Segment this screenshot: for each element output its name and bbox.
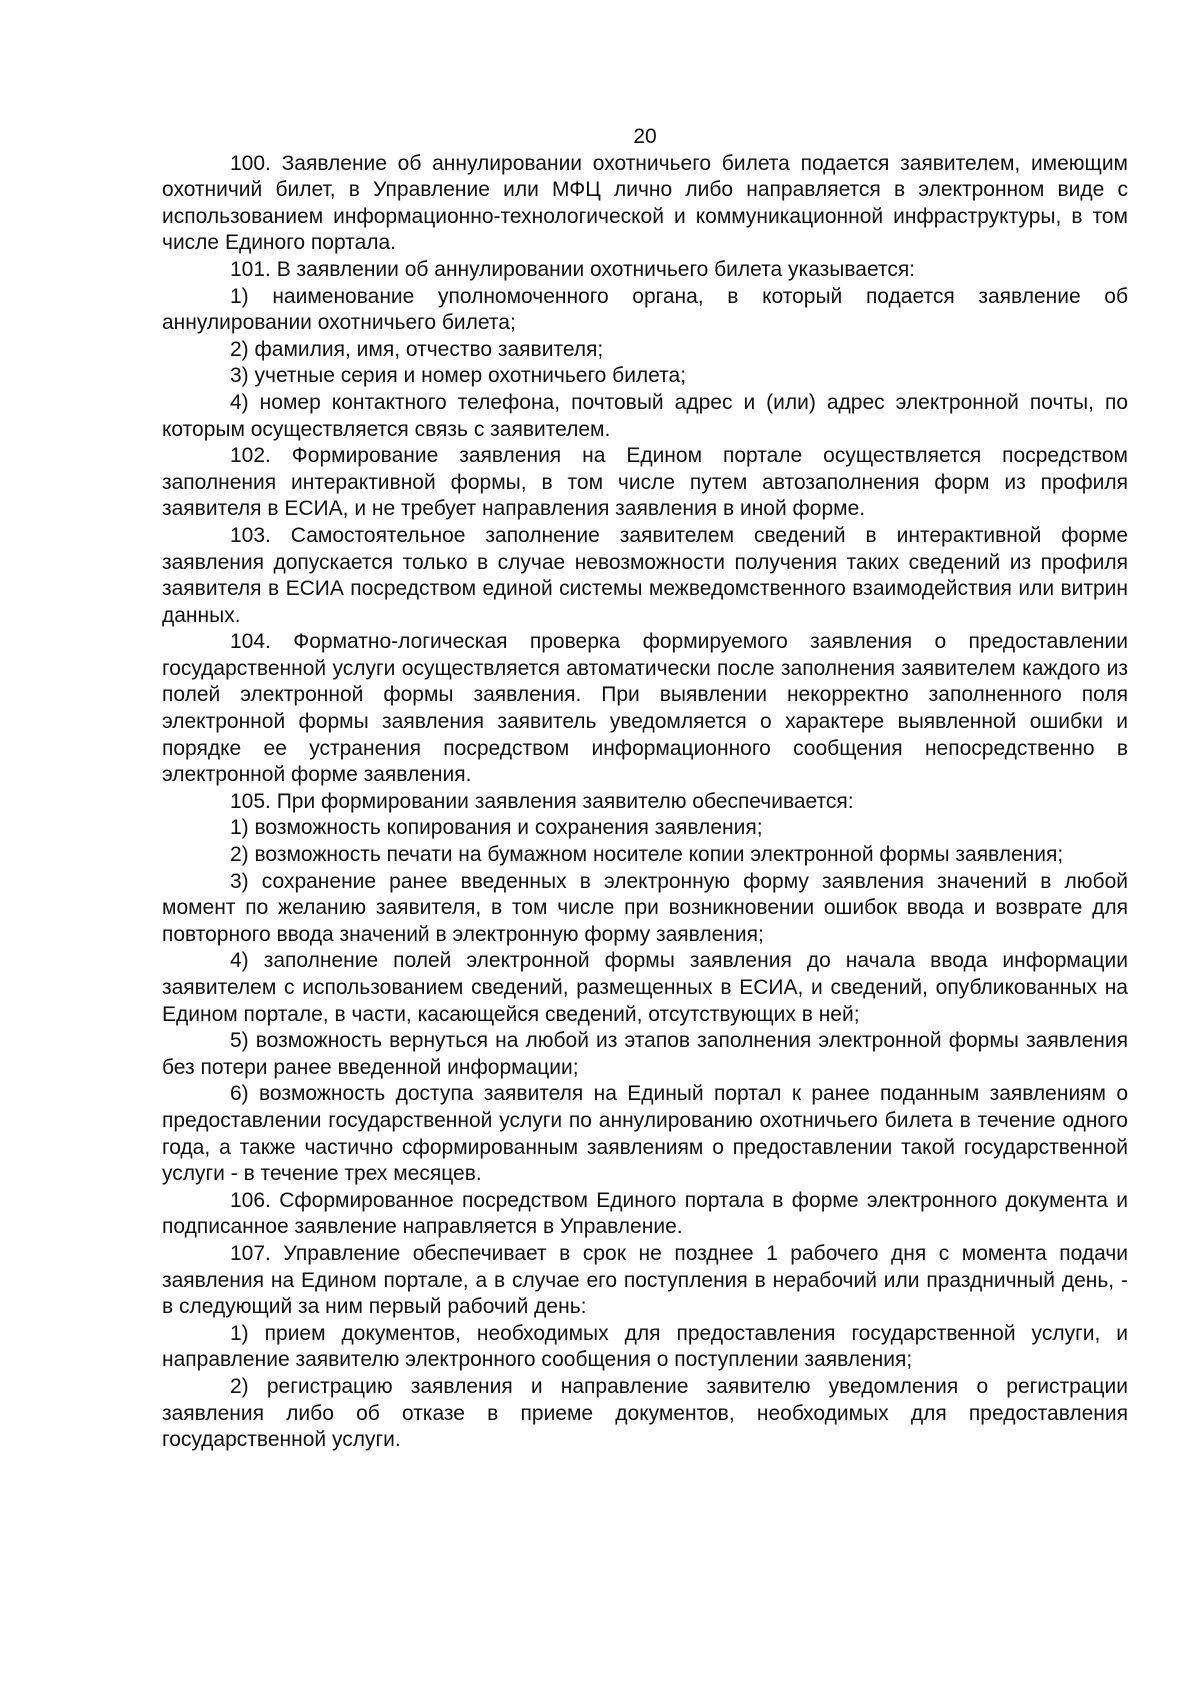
paragraph-104: 104. Форматно-логическая проверка формируемого заявления о предоставлении государственной услуги осуществляется автоматически после заполнения заявителем каждого из полей электронной формы заявления. При выявлении некорректно заполненного поля электронной формы заявления заявитель уведомляется о характере выявленной ошибки и порядке ее устранения посредством информационного сообщения непосредственно в электронной форме заявления.	[162, 630, 1128, 787]
paragraph-101-item-4: 4) номер контактного телефона, почтовый адрес и (или) адрес электронной почты, по которым осуществляется связь с заявителем.	[162, 390, 1128, 441]
paragraph-105-item-2: 2) возможность печати на бумажном носителе копии электронной формы заявления;	[230, 843, 1064, 867]
paragraph-103: 103. Самостоятельное заполнение заявителем сведений в интерактивной форме заявления допускается только в случае невозможности получения таких сведений из профиля заявителя в ЕСИА посредством единой системы межведомственного взаимодействия или витрин данных.	[162, 523, 1128, 627]
paragraph-101: 101. В заявлении об аннулировании охотничьего билета указывается:	[230, 257, 916, 281]
document-page	[162, 124, 1128, 1454]
paragraph-106: 106. Сформированное посредством Единого портала в форме электронного документа и подписанное заявление направляется в Управление.	[162, 1188, 1128, 1239]
paragraph-105-item-4: 4) заполнение полей электронной формы заявления до начала ввода информации заявителем с использованием сведений, размещенных в ЕСИА, и сведений, опубликованных на Едином портале, в части, касающейся сведений, отсутствующих в ней;	[162, 949, 1128, 1026]
paragraph-105-item-6: 6) возможность доступа заявителя на Единый портал к ранее поданным заявлениям о предоставлении государственной услуги по аннулированию охотничьего билета в течение одного года, а также частично сформированным заявлениям о предоставлении такой государственной услуги - в течение трех месяцев.	[162, 1082, 1128, 1186]
page-number: 20	[633, 125, 657, 148]
paragraph-102: 102. Формирование заявления на Едином портале осуществляется посредством заполнения интерактивной формы, в том числе путем автозаполнения форм из профиля заявителя в ЕСИА, и не требует направления заявления в иной форме.	[162, 444, 1128, 521]
paragraph-105-item-3: 3) сохранение ранее введенных в электронную форму заявления значений в любой момент по желанию заявителя, в том числе при возникновении ошибок ввода и возврате для повторного ввода значений в электронную форму заявления;	[162, 869, 1128, 946]
paragraph-107-item-1: 1) прием документов, необходимых для предоставления государственной услуги, и направление заявителю электронного сообщения о поступлении заявления;	[162, 1321, 1128, 1372]
paragraph-107: 107. Управление обеспечивает в срок не позднее 1 рабочего дня с момента подачи заявления на Едином портале, а в случае его поступления в нерабочий или праздничный день, - в следующий за ним первый рабочий день:	[162, 1241, 1128, 1319]
paragraph-101-item-3: 3) учетные серия и номер охотничьего билета;	[230, 364, 687, 388]
paragraph-105-item-1: 1) возможность копирования и сохранения заявления;	[230, 816, 763, 840]
paragraph-105-item-5: 5) возможность вернуться на любой из этапов заполнения электронной формы заявления без потери ранее введенной информации;	[162, 1029, 1128, 1079]
paragraph-100: 100. Заявление об аннулировании охотничьего билета подается заявителем, имеющим охотничий билет, в Управление или МФЦ лично либо направляется в электронном виде с использованием информационно-технологической и коммуникационной инфраструктуры, в том числе Единого портала.	[162, 151, 1128, 255]
paragraph-101-item-1: 1) наименование уполномоченного органа, в который подается заявление об аннулировании охотничьего билета;	[162, 284, 1128, 335]
paragraph-107-item-2: 2) регистрацию заявления и направление заявителю уведомления о регистрации заявления либо об отказе в приеме документов, необходимых для предоставления государственной услуги.	[162, 1374, 1128, 1452]
paragraph-101-item-2: 2) фамилия, имя, отчество заявителя;	[230, 337, 604, 361]
paragraph-105: 105. При формировании заявления заявителю обеспечивается:	[230, 789, 854, 813]
